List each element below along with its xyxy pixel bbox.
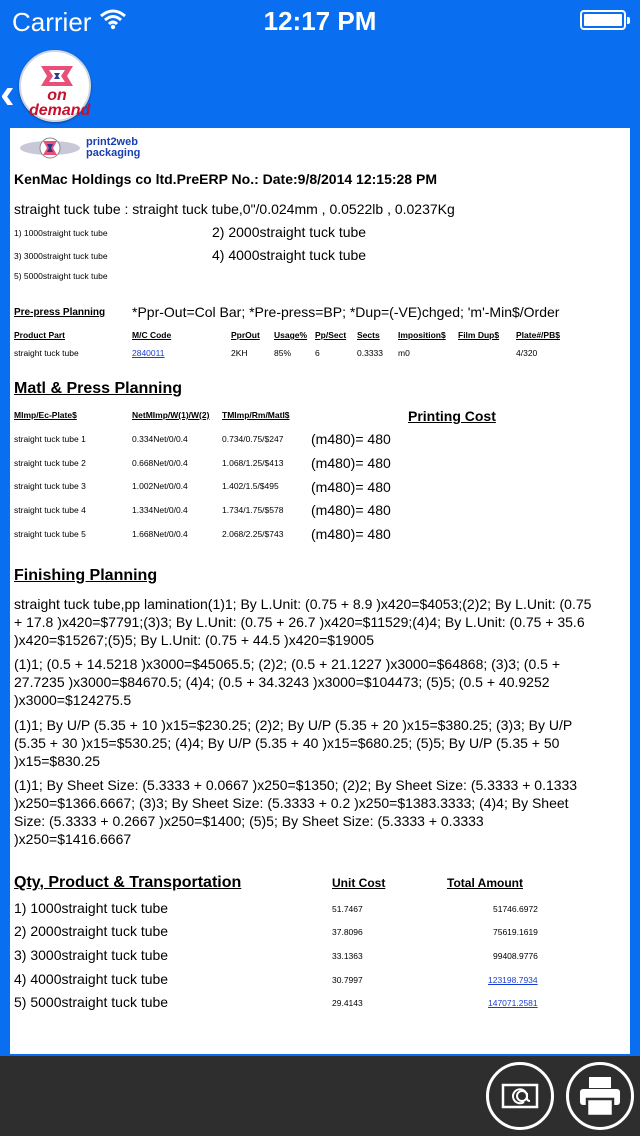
unit-cost-value: 51.7467 <box>332 904 363 914</box>
table-cell: straight tuck tube 1 <box>14 434 86 444</box>
estimate-document <box>10 128 630 1054</box>
column-header: MImp/Ec-Plate$ <box>14 410 77 420</box>
column-header: Plate#/PB$ <box>516 330 560 340</box>
table-cell: 4/320 <box>516 348 538 358</box>
table-cell: (m480)= 480 <box>311 455 391 471</box>
nav-bar <box>0 44 640 124</box>
table-cell: (m480)= 480 <box>311 431 391 447</box>
product-description: straight tuck tube : straight tuck tube,0"/0.024mm , 0.0522lb , 0.0237Kg <box>14 201 455 217</box>
total-amount-link[interactable]: 123198.7934 <box>488 975 538 985</box>
table-cell: 85% <box>274 348 292 358</box>
printing-cost-label: Printing Cost <box>408 408 496 424</box>
table-cell: straight tuck tube <box>14 348 79 358</box>
battery-icon <box>580 10 626 30</box>
table-cell: 0.3333 <box>357 348 383 358</box>
on-demand-logo-button[interactable] <box>19 50 91 122</box>
summary-row-label: 1) 1000straight tuck tube <box>14 900 169 916</box>
print-button[interactable] <box>566 1062 634 1130</box>
table-cell: straight tuck tube 3 <box>14 481 86 491</box>
on-demand-logo-text: on demand <box>29 87 91 119</box>
table-cell: straight tuck tube 2 <box>14 458 86 468</box>
quantity-item: 3) 3000straight tuck tube <box>14 251 108 261</box>
table-cell: 1.002Net/0/0.4 <box>132 481 188 491</box>
unit-cost-value: 29.4143 <box>332 998 363 1008</box>
unit-cost-value: 37.8096 <box>332 927 363 937</box>
table-cell: 0.668Net/0/0.4 <box>132 458 188 468</box>
table-cell: (m480)= 480 <box>311 502 391 518</box>
printer-icon <box>569 1065 631 1127</box>
total-amount-value: 51746.6972 <box>493 904 538 914</box>
company-header: KenMac Holdings co ltd.PreERP No.: Date:9/8/2014 12:15:28 PM <box>14 171 437 187</box>
column-header: Sects <box>357 330 380 340</box>
column-header: NetMImp/W(1)/W(2) <box>132 410 210 420</box>
email-button[interactable] <box>486 1062 554 1130</box>
unit-cost-value: 30.7997 <box>332 975 363 985</box>
carrier-label: Carrier <box>12 7 92 37</box>
table-cell: straight tuck tube 5 <box>14 529 86 539</box>
finishing-title: Finishing Planning <box>14 567 158 584</box>
column-header: M/C Code <box>132 330 172 340</box>
status-bar <box>0 0 640 40</box>
table-cell: m0 <box>398 348 410 358</box>
column-header: Film Dup$ <box>458 330 500 340</box>
table-cell: (m480)= 480 <box>311 479 391 495</box>
table-cell: 2.068/2.25/$743 <box>222 529 284 539</box>
total-amount-value: 99408.9776 <box>493 951 538 961</box>
unit-cost-value: 33.1363 <box>332 951 363 961</box>
mc-code-link[interactable]: 2840011 <box>132 348 165 358</box>
table-cell: straight tuck tube 4 <box>14 505 86 515</box>
finishing-paragraph: (1)1; By U/P (5.35 + 10 )x15=$230.25; (2)2; By U/P (5.35 + 20 )x15=$380.25; (3)3; By U/P (5.35 + 30 )x15=$530.25; (4)4; By U/P (5.35 + 40 )x15=$680.25; (5)5; By U/P (5.35 + 50 )x15=$830.25 <box>14 717 572 769</box>
total-amount-header: Total Amount <box>447 876 523 890</box>
matl-press-title: Matl & Press Planning <box>14 380 183 397</box>
quantity-item: 4) 4000straight tuck tube <box>212 247 367 263</box>
quantity-item: 2) 2000straight tuck tube <box>212 224 367 240</box>
print2web-logo-line2: packaging <box>86 147 141 159</box>
finishing-paragraph: (1)1; (0.5 + 14.5218 )x3000=$45065.5; (2)2; (0.5 + 21.1227 )x3000=$64868; (3)3; (0.5 + 27.7235 )x3000=$84670.5; (4)4; (0.5 + 34.3243 )x3000=$104473; (5)5; (0.5 + 40.9252 )x3000=$124275.5 <box>14 656 560 708</box>
summary-title: Qty, Product & Transportation <box>14 874 242 891</box>
summary-row-label: 2) 2000straight tuck tube <box>14 923 169 939</box>
summary-row-label: 5) 5000straight tuck tube <box>14 994 169 1010</box>
print2web-logo-line1: print2web <box>86 136 138 148</box>
table-cell: (m480)= 480 <box>311 526 391 542</box>
summary-row-label: 3) 3000straight tuck tube <box>14 947 169 963</box>
table-cell: 6 <box>315 348 320 358</box>
column-header: Pp/Sect <box>315 330 347 340</box>
table-cell: 1.734/1.75/$578 <box>222 505 284 515</box>
total-amount-link[interactable]: 147071.2581 <box>488 998 538 1008</box>
summary-row-label: 4) 4000straight tuck tube <box>14 971 169 987</box>
print2web-logo-icon <box>16 134 84 162</box>
on-demand-logo-icon <box>37 62 77 90</box>
prepress-title: Pre-press Planning <box>14 307 106 318</box>
table-cell: 1.068/1.25/$413 <box>222 458 284 468</box>
table-cell: 2KH <box>231 348 248 358</box>
quantity-item: 5) 5000straight tuck tube <box>14 271 108 281</box>
email-at-icon <box>489 1065 551 1127</box>
table-cell: 0.734/0.75/$247 <box>222 434 284 444</box>
table-cell: 1.402/1.5/$495 <box>222 481 279 491</box>
column-header: Product Part <box>14 330 66 340</box>
column-header: Imposition$ <box>398 330 446 340</box>
clock: 12:17 PM <box>263 6 377 36</box>
table-cell: 0.334Net/0/0.4 <box>132 434 188 444</box>
column-header: Usage% <box>274 330 308 340</box>
finishing-paragraph: straight tuck tube,pp lamination(1)1; By L.Unit: (0.75 + 8.9 )x420=$4053;(2)2; By L.Unit: (0.75 + 17.8 )x420=$7791;(3)3; By L.Unit: (0.75 + 26.7 )x420=$11529;(4)4; By L.Unit: (0.75 + 35.6 )x420=$15267;(5)5; By L.Unit: (0.75 + 44.5 )x420=$19005 <box>14 596 592 648</box>
table-cell: 1.334Net/0/0.4 <box>132 505 188 515</box>
prepress-legend: *Ppr-Out=Col Bar; *Pre-press=BP; *Dup=(-VE)chged; 'm'-Min$/Order <box>132 304 560 320</box>
finishing-paragraph: (1)1; By Sheet Size: (5.3333 + 0.0667 )x250=$1350; (2)2; By Sheet Size: (5.3333 + 0.1333 )x250=$1366.6667; (3)3; By Sheet Size: (5.3333 + 0.2 )x250=$1383.3333; (4)4; By Sheet Size: (5.3333 + 0.2667 )x250=$1400; (5)5; By Sheet Size: (5.3333 + 0.3333 )x250=$1416.6667 <box>14 777 578 847</box>
table-cell: 1.668Net/0/0.4 <box>132 529 188 539</box>
back-chevron-icon[interactable]: ‹ <box>0 69 15 118</box>
total-amount-value: 75619.1619 <box>493 927 538 937</box>
column-header: PprOut <box>231 330 260 340</box>
unit-cost-header: Unit Cost <box>332 876 386 890</box>
print2web-logo <box>16 134 146 162</box>
quantity-item: 1) 1000straight tuck tube <box>14 228 108 238</box>
column-header: TMImp/Rm/Matl$ <box>222 410 290 420</box>
bottom-toolbar <box>0 1056 640 1136</box>
